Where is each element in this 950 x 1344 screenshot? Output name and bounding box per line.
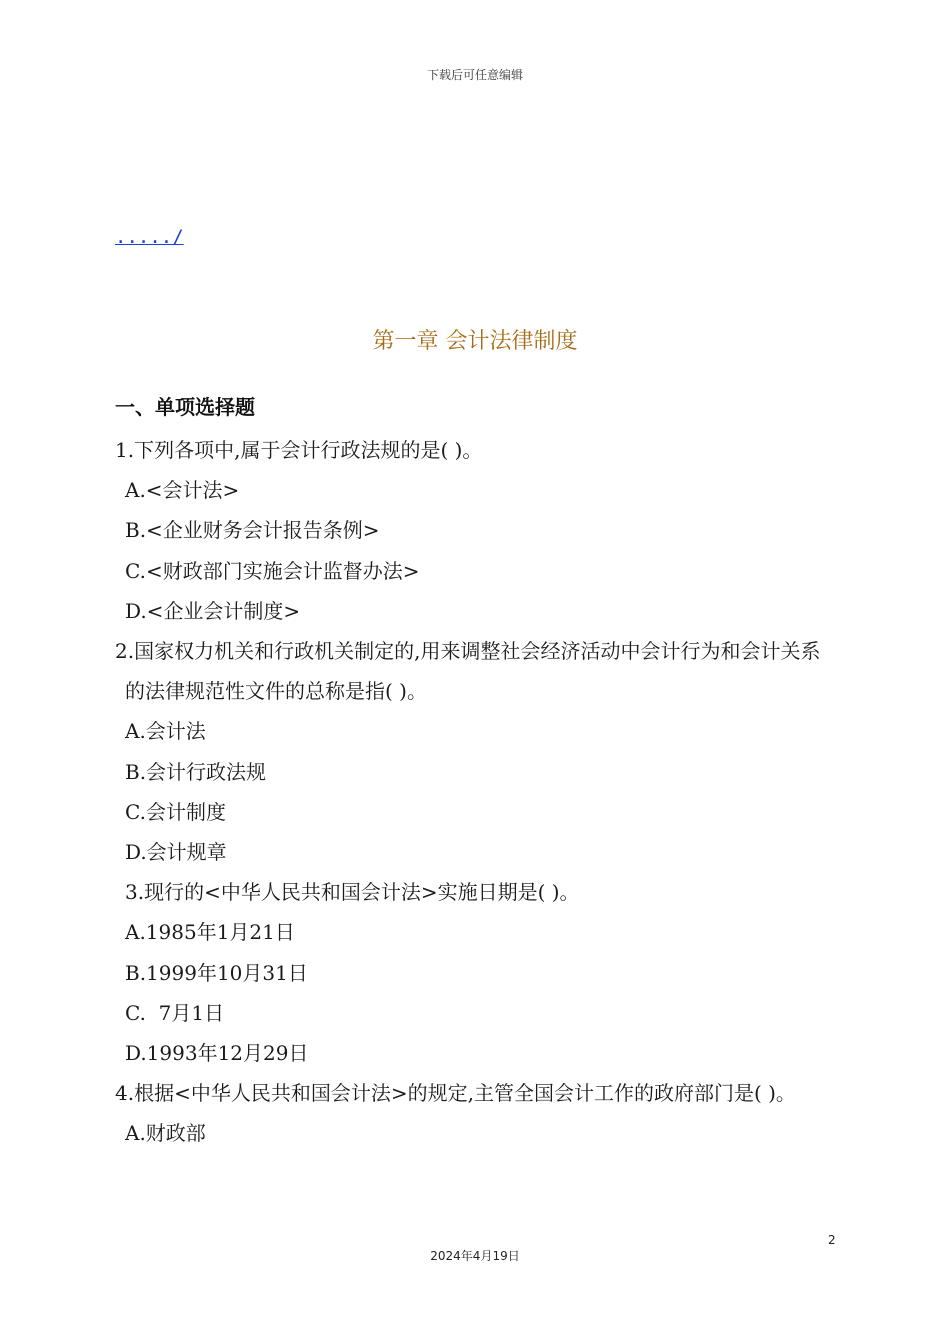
question-stem: 2.国家权力机关和行政机关制定的,用来调整社会经济活动中会计行为和会计关系的法律规范性文件的总称是指( )。 bbox=[115, 639, 821, 704]
question-stem: 3.现行的<中华人民共和国会计法>实施日期是( )。 bbox=[125, 880, 580, 905]
option-item: C.会计制度 bbox=[125, 799, 226, 824]
option-item: A.财政部 bbox=[125, 1121, 206, 1146]
option-item: A.1985年1月21日 bbox=[125, 920, 295, 945]
dotted-link[interactable]: ...../ bbox=[115, 226, 184, 248]
option-item: B.1999年10月31日 bbox=[125, 960, 308, 985]
option-item: C. 7月1日 bbox=[125, 1000, 225, 1025]
question-stem: 1.下列各项中,属于会计行政法规的是( )。 bbox=[115, 438, 483, 462]
question-list bbox=[115, 430, 840, 1154]
option-item: D.1993年12月29日 bbox=[125, 1041, 309, 1066]
footer-date: 2024年4月19日 bbox=[430, 1249, 520, 1263]
option-item: A.会计法 bbox=[125, 719, 206, 744]
option-item: C.<财政部门实施会计监督办法> bbox=[125, 558, 420, 583]
option-item: A.<会计法> bbox=[125, 478, 240, 503]
option-item: B.<企业财务会计报告条例> bbox=[125, 518, 380, 543]
option-item: D.<企业会计制度> bbox=[125, 598, 301, 623]
section-heading: 一、单项选择题 bbox=[115, 395, 255, 419]
option-item: D.会计规章 bbox=[125, 840, 227, 865]
chapter-title: 第一章 会计法律制度 bbox=[372, 329, 578, 354]
option-item: B.会计行政法规 bbox=[125, 759, 267, 784]
header-note: 下载后可任意编辑 bbox=[426, 68, 523, 82]
question-stem: 4.根据<中华人民共和国会计法>的规定,主管全国会计工作的政府部门是( )。 bbox=[115, 1081, 796, 1106]
page-number: 2 bbox=[828, 1233, 836, 1247]
